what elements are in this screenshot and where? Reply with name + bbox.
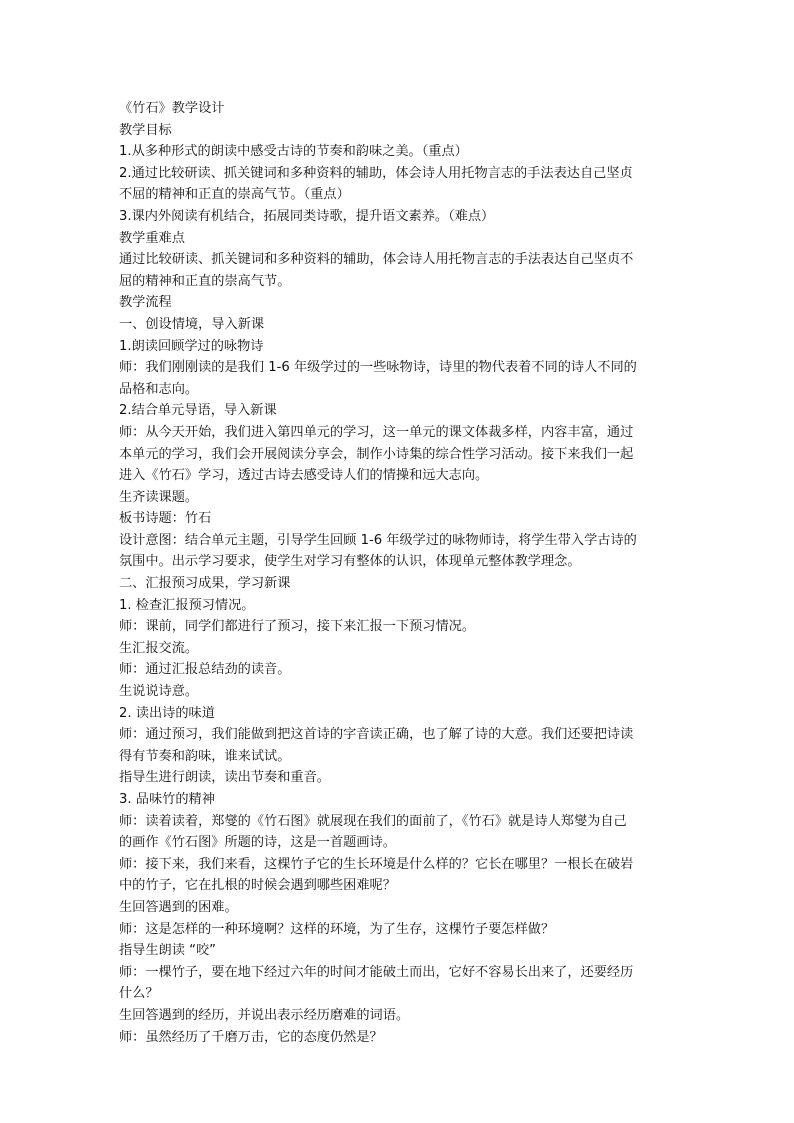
document-line: 师：通过汇报总结劲的读音。: [119, 662, 291, 678]
document-line: 生汇报交流。: [119, 640, 199, 656]
document-line: 1.朗读回顾学过的咏物诗: [119, 338, 264, 354]
document-line: 师：通过预习，我们能做到把这首诗的字音读正确，也了解了诗的大意。我们还要把诗读: [119, 727, 634, 743]
document-line: 的画作《竹石图》所题的诗，这是一首题画诗。: [119, 835, 396, 851]
document-line: 师：这是怎样的一种环境啊？这样的环境，为了生存，这棵竹子要怎样做？: [119, 921, 555, 937]
document-line: 不屈的精神和正直的崇高气节。（重点）: [119, 187, 350, 203]
document-line: 本单元的学习，我们会开展阅读分享会，制作小诗集的综合性学习活动。接下来我们一起: [119, 446, 634, 462]
document-line: 师：课前，同学们都进行了预习，接下来汇报一下预习情况。: [119, 619, 476, 635]
document-line: 教学流程: [119, 295, 172, 311]
document-line: 品格和志向。: [119, 381, 199, 397]
document-line: 1.从多种形式的朗读中感受古诗的节奏和韵味之美。（重点）: [119, 144, 468, 160]
document-line: 生回答遇到的困难。: [119, 899, 238, 915]
document-line: 2.结合单元导语，导入新课: [119, 403, 277, 419]
document-line: 师：一棵竹子，要在地下经过六年的时间才能破土而出，它好不容易长出来了，还要经历: [119, 964, 634, 980]
document-line: 板书诗题：竹石: [119, 511, 212, 527]
document-line: 师：从今天开始，我们进入第四单元的学习，这一单元的课文体裁多样，内容丰富，通过: [119, 424, 634, 440]
document-line: 进入《竹石》学习，透过古诗去感受诗人们的情操和远大志向。: [119, 468, 489, 484]
document-line: 二、汇报预习成果，学习新课: [119, 576, 291, 592]
document-line: 生齐读课题。: [119, 489, 199, 505]
document-line: 3. 品味竹的精神: [119, 792, 215, 807]
document-line: 指导生朗读 “咬”: [119, 943, 216, 959]
document-line: 教学重难点: [119, 230, 185, 246]
document-body: [119, 120, 679, 1049]
document-line: 通过比较研读、抓关键词和多种资料的辅助，体会诗人用托物言志的手法表达自己坚贞不: [119, 252, 634, 268]
document-line: 1. 检查汇报预习情况。: [119, 597, 255, 613]
document-line: 什么？: [119, 986, 159, 1002]
document-line: 2.通过比较研读、抓关键词和多种资料的辅助，体会诗人用托物言志的手法表达自己坚贞: [119, 165, 633, 181]
document-line: 师：我们刚刚读的是我们 1-6 年级学过的一些咏物诗，诗里的物代表着不同的诗人不同的: [119, 360, 637, 376]
document-line: 得有节奏和韵味，谁来试试。: [119, 748, 291, 764]
document-line: 中的竹子，它在扎根的时候会遇到哪些困难呢？: [119, 878, 396, 894]
document-line: 生说说诗意。: [119, 684, 199, 700]
document-page: [119, 98, 679, 1048]
document-line: 一、创设情境，导入新课: [119, 316, 265, 332]
document-line: 氛围中。出示学习要求，使学生对学习有整体的认识，体现单元整体教学理念。: [119, 554, 581, 570]
document-line: 3.课内外阅读有机结合，拓展同类诗歌，提升语文素养。（难点）: [119, 208, 495, 224]
document-line: 师：读着读着，郑燮的《竹石图》就展现在我们的面前了，《竹石》就是诗人郑燮为自己: [119, 813, 627, 829]
document-line: 师：接下来，我们来看，这棵竹子它的生长环境是什么样的？它长在哪里？一根长在破岩: [119, 856, 634, 872]
document-line: 2. 读出诗的味道: [119, 705, 215, 721]
document-line: 屈的精神和正直的崇高气节。: [119, 273, 291, 289]
document-line: 指导生进行朗读，读出节奏和重音。: [119, 770, 330, 786]
document-line: 教学目标: [119, 122, 172, 138]
document-line: 生回答遇到的经历，并说出表示经历磨难的词语。: [119, 1007, 410, 1023]
document-line: 设计意图：结合单元主题，引导学生回顾 1-6 年级学过的咏物师诗，将学生带入学古诗的: [119, 532, 637, 548]
document-line: 师：虽然经历了千磨万击，它的态度仍然是？: [119, 1029, 383, 1045]
document-title: 《竹石》教学设计: [119, 101, 225, 116]
